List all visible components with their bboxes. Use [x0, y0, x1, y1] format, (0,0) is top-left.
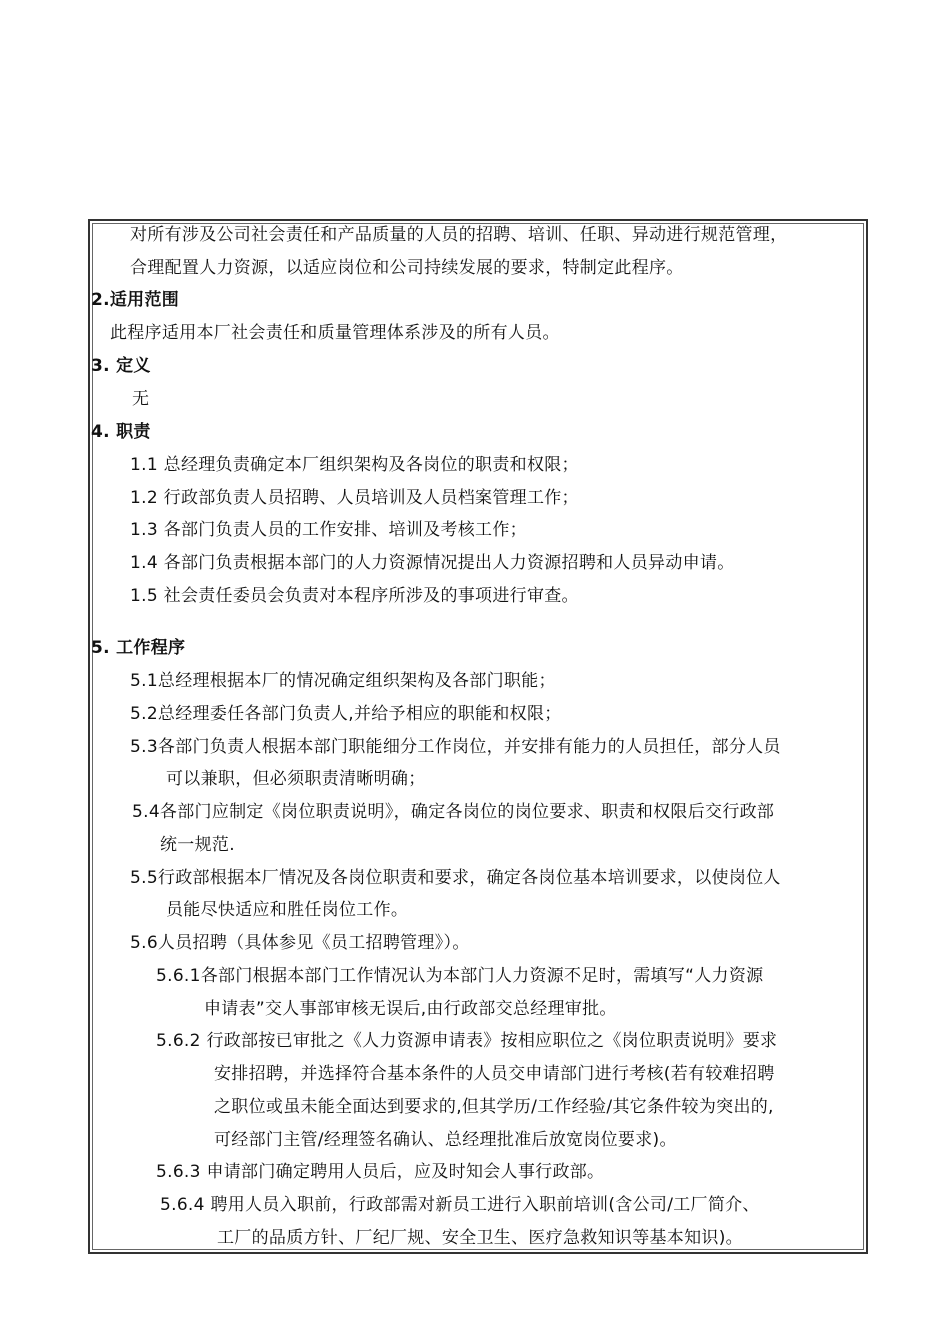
- duty-item: 1.5 社会责任委员会负责对本程序所涉及的事项进行审查。: [130, 586, 579, 606]
- duty-item: 1.1 总经理负责确定本厂组织架构及各岗位的职责和权限；: [130, 455, 579, 475]
- procedure-5-3: 5.3各部门负责人根据本部门职能细分工作岗位，并安排有能力的人员担任，部分人员: [130, 737, 781, 757]
- section-4-heading: 4. 职责: [91, 422, 151, 442]
- procedure-5-6-2-cont-2: 之职位或虽未能全面达到要求的,但其学历/工作经验/其它条件较为突出的,: [214, 1097, 774, 1117]
- intro-line-2: 合理配置人力资源，以适应岗位和公司持续发展的要求，特制定此程序。: [130, 258, 684, 278]
- procedure-5-5-cont: 员能尽快适应和胜任岗位工作。: [166, 900, 409, 920]
- duty-item: 1.2 行政部负责人员招聘、人员培训及人员档案管理工作；: [130, 488, 579, 508]
- procedure-5-3-cont: 可以兼职，但必须职责清晰明确；: [166, 769, 426, 789]
- section-3-body: 无: [132, 389, 150, 409]
- section-2-heading: 2.适用范围: [91, 290, 180, 310]
- section-2-body: 此程序适用本厂社会责任和质量管理体系涉及的所有人员。: [110, 323, 560, 343]
- procedure-5-6-1-cont: 申请表”交人事部审核无误后,由行政部交总经理审批。: [204, 999, 617, 1019]
- procedure-5-6: 5.6人员招聘（具体参见《员工招聘管理》）。: [130, 933, 470, 953]
- procedure-5-6-2-cont-3: 可经部门主管/经理签名确认、总经理批准后放宽岗位要求)。: [214, 1130, 677, 1150]
- procedure-5-4: 5.4各部门应制定《岗位职责说明》，确定各岗位的岗位要求、职责和权限后交行政部: [132, 802, 775, 822]
- intro-line-1: 对所有涉及公司社会责任和产品质量的人员的招聘、培训、任职、异动进行规范管理，: [130, 225, 788, 245]
- duty-item: 1.4 各部门负责根据本部门的人力资源情况提出人力资源招聘和人员异动申请。: [130, 553, 735, 573]
- procedure-5-6-4-cont: 工厂的品质方针、厂纪厂规、安全卫生、医疗急救知识等基本知识)。: [217, 1228, 743, 1248]
- procedure-5-6-3: 5.6.3 申请部门确定聘用人员后，应及时知会人事行政部。: [156, 1162, 605, 1182]
- procedure-5-6-4: 5.6.4 聘用人员入职前，行政部需对新员工进行入职前培训(含公司/工厂简介、: [160, 1195, 760, 1215]
- procedure-5-5: 5.5行政部根据本厂情况及各岗位职责和要求，确定各岗位基本培训要求，以使岗位人: [130, 868, 781, 888]
- duty-item: 1.3 各部门负责人员的工作安排、培训及考核工作；: [130, 520, 527, 540]
- procedure-5-4-cont: 统一规范.: [160, 835, 235, 855]
- procedure-5-1: 5.1总经理根据本厂的情况确定组织架构及各部门职能；: [130, 671, 556, 691]
- procedure-5-2: 5.2总经理委任各部门负责人,并给予相应的职能和权限；: [130, 704, 562, 724]
- procedure-5-6-2-cont-1: 安排招聘，并选择符合基本条件的人员交申请部门进行考核(若有较难招聘: [214, 1064, 775, 1084]
- section-3-heading: 3. 定义: [91, 356, 151, 376]
- procedure-5-6-1: 5.6.1各部门根据本部门工作情况认为本部门人力资源不足时，需填写“人力资源: [156, 966, 764, 986]
- procedure-5-6-2: 5.6.2 行政部按已审批之《人力资源申请表》按相应职位之《岗位职责说明》要求: [156, 1031, 778, 1051]
- section-5-heading: 5. 工作程序: [91, 638, 186, 658]
